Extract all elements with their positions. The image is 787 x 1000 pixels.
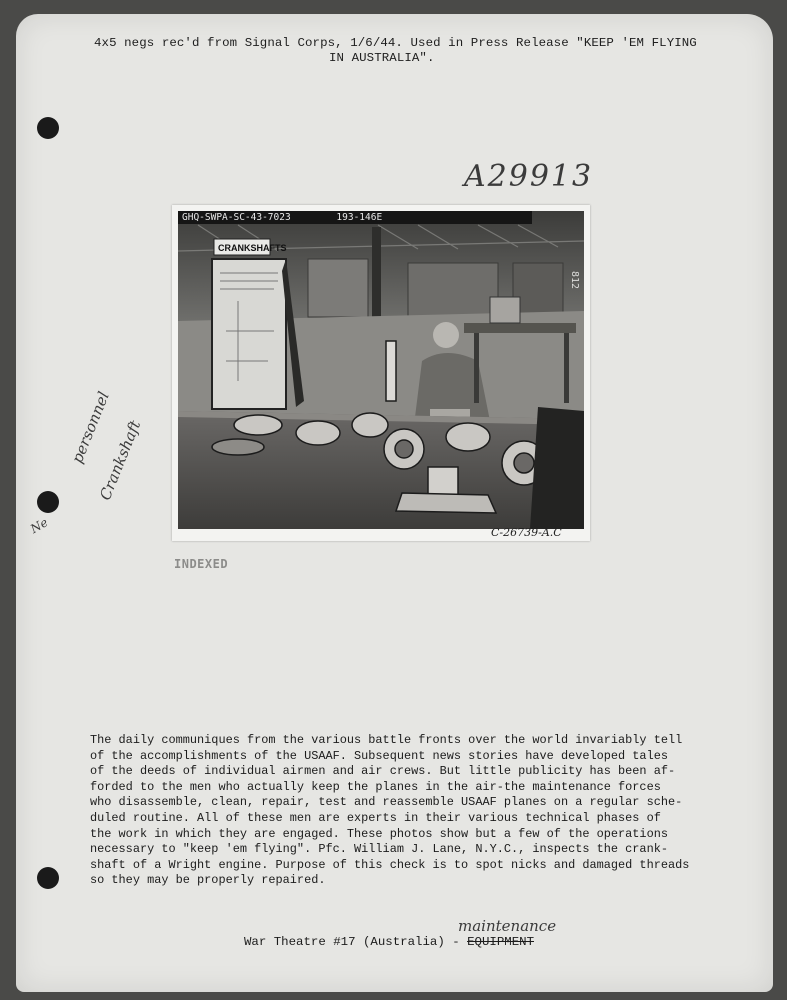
footer-handwritten-correction: maintenance — [458, 917, 557, 935]
header-line-2: IN AUSTRALIA". — [329, 51, 435, 65]
negative-number: C-26739-A.C — [491, 526, 562, 539]
indexed-stamp: INDEXED — [174, 557, 229, 571]
footer-category — [244, 935, 534, 949]
photo-side-number: 812 — [569, 271, 580, 290]
crankshafts-sign-text: CRANKSHAFTS — [218, 243, 287, 253]
catalog-number-handwritten: A29913 — [464, 159, 594, 194]
body-line: duled routine. All of these men are experts in their various technical phases of — [90, 810, 661, 825]
body-line: who disassemble, clean, repair, test and reassemble USAAF planes on a regular sche- — [90, 795, 683, 810]
photo-frame — [172, 205, 590, 541]
workshop-photograph — [178, 211, 584, 529]
photo-illustration — [178, 211, 584, 529]
body-line: of the accomplishments of the USAAF. Subsequent news stories have developed tales — [90, 748, 668, 763]
margin-note-personnel: personnel — [68, 389, 113, 466]
body-line: so they may be properly repaired. — [90, 873, 326, 888]
body-line: the work in which they are engaged. These photos show but a few of the operations — [90, 826, 668, 841]
binder-hole-top — [37, 117, 59, 139]
archive-card — [16, 14, 773, 992]
press-release-text — [90, 733, 720, 889]
margin-mark: Ne — [28, 515, 51, 537]
binder-hole-middle — [37, 491, 59, 513]
body-line: forded to the men who actually keep the planes in the air-the maintenance forces — [90, 779, 661, 794]
footer-prefix: War Theatre #17 (Australia) - — [244, 935, 468, 949]
photo-caption-strip: GHQ-SWPA-SC-43-7023 193-146E — [178, 211, 532, 224]
body-line: The daily communiques from the various battle fronts over the world invariably tell — [90, 733, 683, 747]
body-line: necessary to "keep 'em flying". Pfc. William J. Lane, N.Y.C., inspects the crank- — [90, 842, 668, 857]
footer-struck-category: EQUIPMENT — [467, 935, 534, 949]
body-line: of the deeds of individual airmen and air crews. But little publicity has been af- — [90, 764, 676, 779]
binder-hole-bottom — [37, 867, 59, 889]
margin-note-crankshaft: Crankshaft — [96, 417, 145, 503]
body-line: shaft of a Wright engine. Purpose of this check is to spot nicks and damaged threads — [90, 857, 690, 872]
header-line-1: 4x5 negs rec'd from Signal Corps, 1/6/44. Used in Press Release "KEEP 'EM FLYING — [94, 36, 697, 50]
